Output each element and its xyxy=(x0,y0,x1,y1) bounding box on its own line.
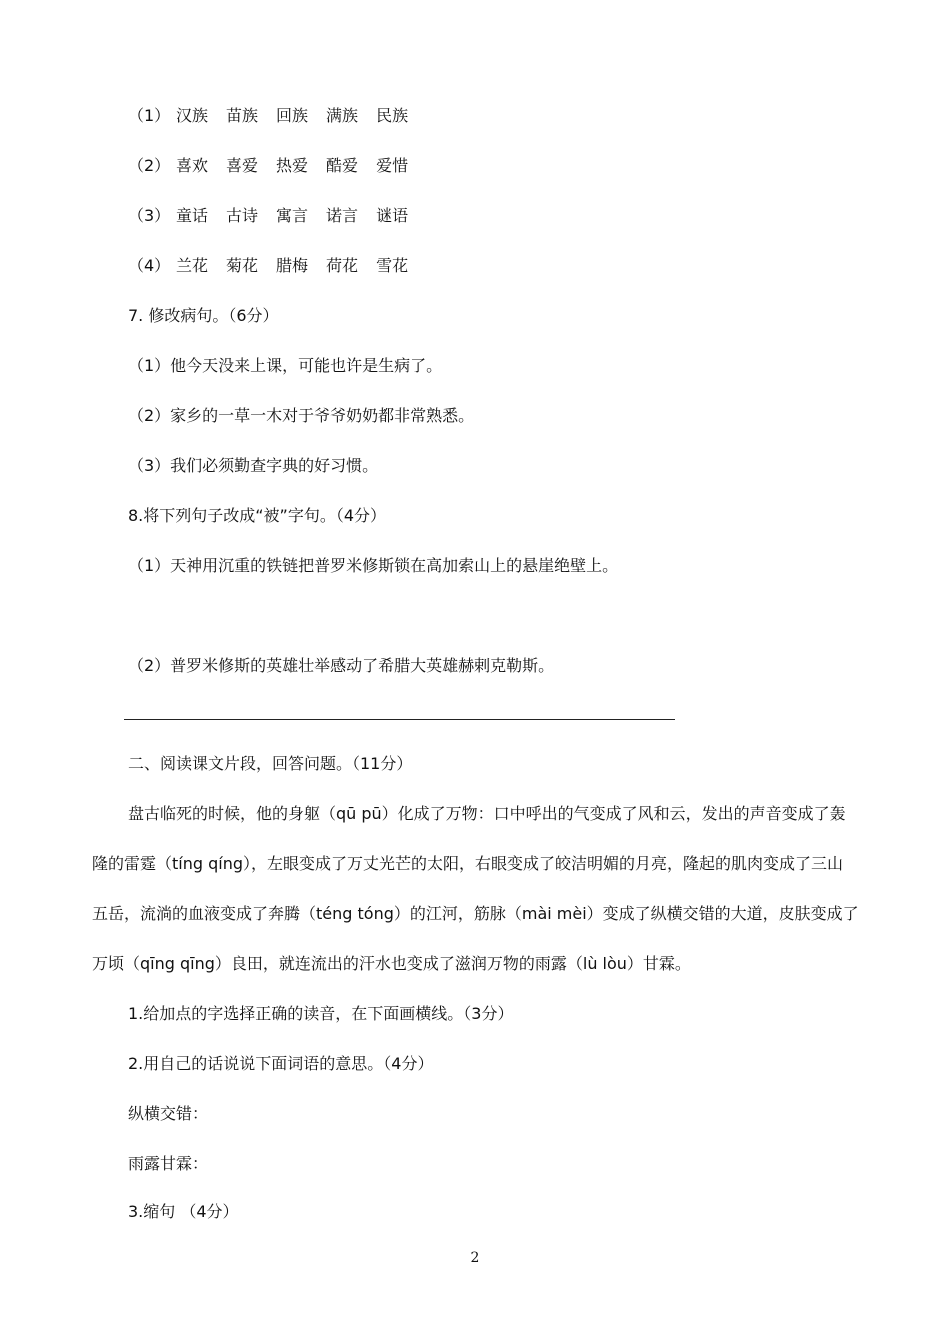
option-word: 兰花 xyxy=(176,256,209,275)
question-8-item: （1）天神用沉重的铁链把普罗米修斯锁在高加索山上的悬崖绝壁上。 xyxy=(128,556,619,575)
option-word: 古诗 xyxy=(226,206,259,225)
option-word: 腊梅 xyxy=(276,256,309,275)
question-7-item: （1）他今天没来上课，可能也许是生病了。 xyxy=(128,356,443,375)
option-word: 谜语 xyxy=(376,206,409,225)
option-word: 童话 xyxy=(176,206,209,225)
option-word: 荷花 xyxy=(326,256,359,275)
term-label: 纵横交错： xyxy=(128,1104,209,1123)
term-label: 雨露甘霖： xyxy=(128,1154,209,1173)
passage-line: 五岳，流淌的血液变成了奔腾（téng tóng）的江河，筋脉（mài mèi）变成了纵横交错的大道，皮肤变成了 xyxy=(92,904,859,923)
passage-line: 盘古临死的时候，他的身躯（qū pū）化成了万物：口中呼出的气变成了风和云，发出的声音变成了轰 xyxy=(128,804,846,823)
question-8-title: 8.将下列句子改成“被”字句。（4分） xyxy=(128,506,387,525)
question-7-item: （2）家乡的一草一木对于爷爷奶奶都非常熟悉。 xyxy=(128,406,475,425)
passage-line: 万顷（qīng qīng）良田，就连流出的汗水也变成了滋润万物的雨露（lù lòu）甘霖。 xyxy=(92,954,691,973)
reading-question: 2.用自己的话说说下面词语的意思。（4分） xyxy=(128,1054,434,1073)
option-word: 爱惜 xyxy=(376,156,409,175)
option-word: 菊花 xyxy=(226,256,259,275)
option-number: （2） xyxy=(128,156,171,175)
option-word: 雪花 xyxy=(376,256,409,275)
passage-line: 隆的雷霆（tíng qíng），左眼变成了万丈光芒的太阳，右眼变成了皎洁明媚的月亮，隆起的肌肉变成了三山 xyxy=(92,854,844,873)
section-2-title: 二、阅读课文片段，回答问题。（11分） xyxy=(128,754,413,773)
option-word: 喜爱 xyxy=(226,156,259,175)
option-number: （4） xyxy=(128,256,171,275)
option-word: 满族 xyxy=(326,106,359,125)
option-row xyxy=(128,105,426,127)
option-number: （3） xyxy=(128,206,171,225)
option-row xyxy=(128,155,426,177)
option-word: 民族 xyxy=(376,106,409,125)
reading-question: 1.给加点的字选择正确的读音，在下面画横线。（3分） xyxy=(128,1004,514,1023)
question-7-title: 7. 修改病句。（6分） xyxy=(128,306,279,325)
option-word: 苗族 xyxy=(226,106,259,125)
option-word: 汉族 xyxy=(176,106,209,125)
option-word: 热爱 xyxy=(276,156,309,175)
page-number: 2 xyxy=(470,1250,480,1266)
answer-line xyxy=(124,719,675,720)
option-row xyxy=(128,205,426,227)
reading-question: 3.缩句 （4分） xyxy=(128,1202,239,1221)
option-word: 酷爱 xyxy=(326,156,359,175)
option-row xyxy=(128,255,426,277)
option-word: 回族 xyxy=(276,106,309,125)
option-number: （1） xyxy=(128,106,171,125)
question-7-item: （3）我们必须勤查字典的好习惯。 xyxy=(128,456,379,475)
question-8-item: （2）普罗米修斯的英雄壮举感动了希腊大英雄赫剌克勒斯。 xyxy=(128,656,555,675)
option-word: 寓言 xyxy=(276,206,309,225)
option-word: 喜欢 xyxy=(176,156,209,175)
option-word: 诺言 xyxy=(326,206,359,225)
